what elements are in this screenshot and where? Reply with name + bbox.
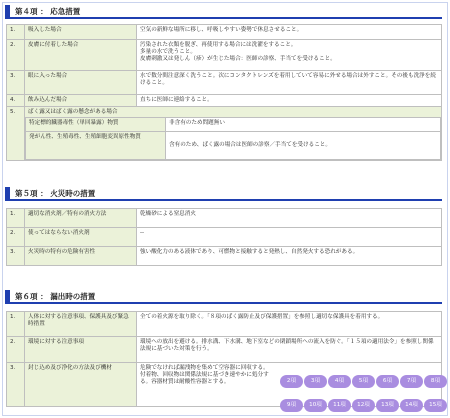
row-number: 1. xyxy=(7,25,25,40)
row-label: 吸入した場合 xyxy=(25,25,137,40)
row-label: 人体に対する注意事項、保護具及び緊急時措置 xyxy=(25,312,137,337)
exposure-subtable xyxy=(25,117,441,160)
row-value xyxy=(137,40,442,71)
nav-button-section-5[interactable]: 5項 xyxy=(352,375,375,388)
row-value: 直ちに医師に連絡すること。 xyxy=(137,95,442,107)
row-number: 3. xyxy=(7,71,25,95)
row-label: 封じ込め及び浄化の方法及び機材 xyxy=(25,363,137,407)
row-value: 危険でなければ漏洩物を集めて空容器に回収する。付着物、回収物は関係法規に基づき速やかに処分する。容器材質は耐酸性容器とする。 xyxy=(137,363,442,407)
nav-button-section-4[interactable]: 4項 xyxy=(328,375,351,388)
nav-button-section-12[interactable]: 12項 xyxy=(352,399,375,412)
table-row xyxy=(7,228,442,247)
nav-button-section-11[interactable]: 11項 xyxy=(328,399,351,412)
value-line: 汚染された衣類を脱ぎ、再使用する場合には洗濯をすること。 xyxy=(140,41,297,48)
row-label: 特定標的臓器毒性（単回暴露）物質 xyxy=(26,118,166,132)
exposure-subtitle: ばく露又はばく露の懸念がある場合 xyxy=(25,107,441,117)
nav-button-section-15[interactable]: 15項 xyxy=(424,399,447,412)
row-value: 空気の新鮮な場所に移し、呼吸しやすい姿勢で休息させること。 xyxy=(137,25,442,40)
row-value: 含有のため、ばく露の場合は医師の診察／手当てを受けること。 xyxy=(166,132,441,160)
table-row xyxy=(7,209,442,228)
fire-measures-table xyxy=(6,208,442,266)
table-row xyxy=(7,337,442,363)
table-row xyxy=(26,118,441,132)
row-label: 適切な消火剤／特有の消火方法 xyxy=(25,209,137,228)
table-row xyxy=(7,247,442,266)
row-label: 発がん性、生殖毒性、生殖細胞変異原性物質 xyxy=(26,132,166,160)
value-line: 多量の水で洗うこと。 xyxy=(140,48,196,55)
row-number: 4. xyxy=(7,95,25,107)
value-line: 皮膚刺激又は発しん（疹）が生じた場合：医師の診察、手当てを受けること。 xyxy=(140,55,336,62)
row-label: 皮膚に付着した場合 xyxy=(25,40,137,71)
row-value: 乾燥砂による窒息消火 xyxy=(137,209,442,228)
row-value: 水で数分間注意深く洗うこと。次にコンタクトレンズを着用していて容易に外せる場合は外すこと。その後も洗浄を続けること。 xyxy=(137,71,442,95)
nav-button-section-9[interactable]: 9項 xyxy=(280,399,303,412)
nav-button-section-10[interactable]: 10項 xyxy=(304,399,327,412)
nav-button-section-2[interactable]: 2項 xyxy=(280,375,303,388)
row-number: 1. xyxy=(7,209,25,228)
table-row xyxy=(26,132,441,160)
table-row xyxy=(7,71,442,95)
nav-button-section-13[interactable]: 13項 xyxy=(376,399,399,412)
row-number: 3. xyxy=(7,363,25,407)
first-aid-table xyxy=(6,24,442,161)
section-title-first-aid: 第４項 ： 応急措置 xyxy=(5,5,442,19)
row-value: 全ての着火源を取り除く。「８項のばく露防止及び保護措置」を参照し適切な保護具を着用する。 xyxy=(137,312,442,337)
section-title-spill: 第６項 ： 漏出時の措置 xyxy=(5,290,442,304)
row-value: 非含有のため問題無い xyxy=(166,118,441,132)
row-number: 5. xyxy=(7,107,25,161)
table-row xyxy=(7,312,442,337)
exposure-subsection xyxy=(25,107,442,161)
row-label: 環境に対する注意事項 xyxy=(25,337,137,363)
row-label: 使ってはならない消火剤 xyxy=(25,228,137,247)
row-label: 飲み込んだ場合 xyxy=(25,95,137,107)
row-value: 強い酸化力のある液体であり、可燃物と接触すると発熱し、自然発火する恐れがある。 xyxy=(137,247,442,266)
row-number: 2. xyxy=(7,228,25,247)
row-number: 2. xyxy=(7,40,25,71)
table-row xyxy=(7,95,442,107)
nav-button-section-14[interactable]: 14項 xyxy=(400,399,423,412)
table-row xyxy=(7,25,442,40)
spill-measures-table xyxy=(6,311,442,407)
section-title-fire: 第５項 ： 火災時の措置 xyxy=(5,187,442,201)
table-row xyxy=(7,107,442,161)
nav-button-section-6[interactable]: 6項 xyxy=(376,375,399,388)
row-number: 1. xyxy=(7,312,25,337)
table-row xyxy=(7,40,442,71)
row-number: 3. xyxy=(7,247,25,266)
row-label: 眼に入った場合 xyxy=(25,71,137,95)
nav-button-section-8[interactable]: 8項 xyxy=(424,375,447,388)
row-number: 2. xyxy=(7,337,25,363)
row-value: 環境への放出を避ける。排水溝、下水溝、地下室などの閉鎖場所への流入を防ぐ。「１５項の適用法令」を参照し関係法規に基づいた対策を行う。 xyxy=(137,337,442,363)
nav-button-section-7[interactable]: 7項 xyxy=(400,375,423,388)
nav-button-section-3[interactable]: 3項 xyxy=(304,375,327,388)
row-label: 火災時の特有の危険有害性 xyxy=(25,247,137,266)
row-value: -- xyxy=(137,228,442,247)
